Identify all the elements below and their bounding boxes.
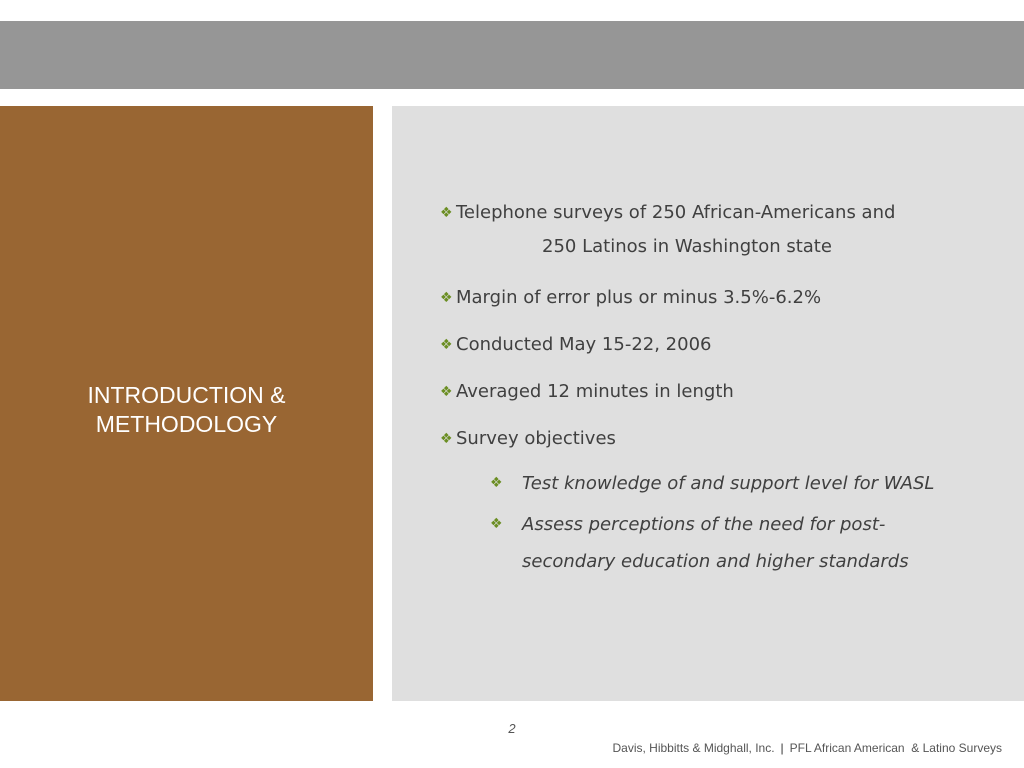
slide-title	[0, 381, 373, 439]
page-number: 2	[508, 721, 516, 736]
diamond-bullet-icon: ❖	[490, 475, 503, 491]
bullet-text: Averaged 12 minutes in length	[456, 381, 734, 402]
sub-bullet-list	[440, 465, 1000, 580]
sub-bullet-text: Assess perceptions of the need for post-secondary education and higher standards	[522, 514, 909, 572]
bullet-item	[440, 377, 1000, 407]
bullet-item	[440, 330, 1000, 360]
sub-bullet-text: Test knowledge of and support level for WASL	[522, 473, 935, 494]
bullet-text: Conducted May 15-22, 2006	[456, 334, 712, 355]
footer	[612, 741, 1002, 755]
sub-bullet-item	[440, 506, 952, 580]
diamond-bullet-icon: ❖	[440, 290, 453, 306]
bullet-text: Telephone surveys of 250 African-Americans and	[456, 202, 896, 223]
sub-bullet-item	[440, 465, 952, 502]
bullet-text-continuation: 250 Latinos in Washington state	[542, 236, 832, 257]
diamond-bullet-icon: ❖	[490, 516, 503, 532]
bullet-item	[440, 198, 1000, 266]
footer-separator: |	[780, 741, 784, 755]
footer-company: Davis, Hibbitts & Midghall, Inc.	[612, 741, 775, 755]
footer-title: PFL African American & Latino Surveys	[789, 741, 1002, 755]
diamond-bullet-icon: ❖	[440, 431, 453, 447]
slide-title-line-1: INTRODUCTION &	[87, 382, 286, 408]
bullet-text: Survey objectives	[456, 428, 616, 449]
bullet-text: Margin of error plus or minus 3.5%-6.2%	[456, 287, 822, 308]
diamond-bullet-icon: ❖	[440, 337, 453, 353]
diamond-bullet-icon: ❖	[440, 205, 453, 221]
bullet-item	[440, 424, 1000, 454]
diamond-bullet-icon: ❖	[440, 384, 453, 400]
bullet-item	[440, 283, 1000, 313]
top-header-bar	[0, 21, 1024, 89]
slide-title-line-2: METHODOLOGY	[95, 411, 278, 437]
bullet-list	[440, 198, 1000, 584]
